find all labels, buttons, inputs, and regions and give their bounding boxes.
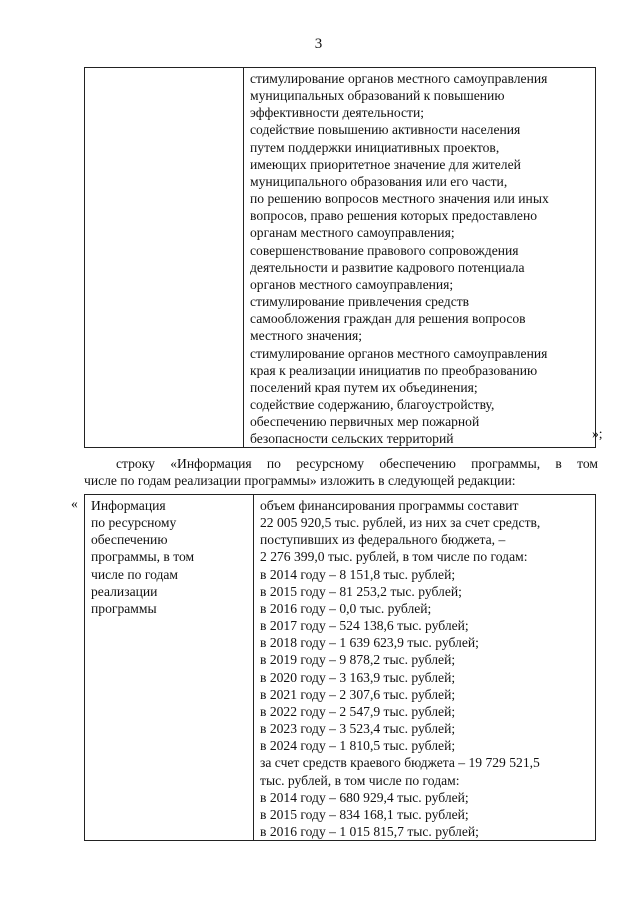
funding-line: 2 276 399,0 тыс. рублей, в том числе по годам: bbox=[260, 549, 528, 565]
goal-line: содействие повышению активности населения bbox=[250, 122, 521, 138]
goal-line: обеспечению первичных мер пожарной bbox=[250, 414, 480, 430]
label-line: реализации bbox=[91, 583, 158, 599]
funding-line: за счет средств краевого бюджета – 19 729 521,5 bbox=[260, 755, 540, 771]
goal-line: содействие содержанию, благоустройству, bbox=[250, 396, 495, 412]
funding-line: поступивших из федерального бюджета, – bbox=[260, 532, 506, 548]
opening-quote-mark: « bbox=[71, 496, 78, 511]
goal-line: муниципального образования или его части, bbox=[250, 173, 508, 189]
empty-label-cell bbox=[85, 68, 244, 448]
goal-line: по решению вопросов местного значения или иных bbox=[250, 191, 549, 207]
funding-line: в 2018 году – 1 639 623,9 тыс. рублей; bbox=[260, 635, 479, 651]
table-row bbox=[85, 495, 596, 841]
goals-table bbox=[84, 67, 596, 448]
funding-line: в 2014 году – 8 151,8 тыс. рублей; bbox=[260, 566, 456, 582]
closing-quote-mark: »; bbox=[592, 426, 603, 441]
goal-line: органов местного самоуправления; bbox=[250, 276, 454, 292]
goal-line: муниципальных образований к повышению bbox=[250, 88, 505, 104]
funding-line: в 2015 году – 81 253,2 тыс. рублей; bbox=[260, 583, 462, 599]
goal-line: путем поддержки инициативных проектов, bbox=[250, 139, 500, 155]
funding-table bbox=[84, 494, 596, 841]
goal-line: эффективности деятельности; bbox=[250, 105, 425, 121]
funding-line: в 2015 году – 834 168,1 тыс. рублей; bbox=[260, 806, 469, 822]
label-line: числе по годам bbox=[91, 566, 179, 582]
page-number: 3 bbox=[314, 36, 323, 52]
goal-line: стимулирование привлечения средств bbox=[250, 294, 470, 310]
funding-line: объем финансирования программы составит bbox=[260, 498, 519, 513]
funding-line: в 2016 году – 0,0 тыс. рублей; bbox=[260, 600, 432, 616]
funding-line: в 2024 году – 1 810,5 тыс. рублей; bbox=[260, 738, 456, 754]
funding-line: в 2023 году – 3 523,4 тыс. рублей; bbox=[260, 721, 456, 737]
funding-details-cell bbox=[254, 495, 596, 841]
funding-line: в 2020 году – 3 163,9 тыс. рублей; bbox=[260, 669, 456, 685]
funding-line: в 2022 году – 2 547,9 тыс. рублей; bbox=[260, 703, 456, 719]
label-line: обеспечению bbox=[91, 532, 168, 548]
funding-label-cell bbox=[85, 495, 254, 841]
goals-cell bbox=[244, 68, 596, 448]
goal-line: органам местного самоуправления; bbox=[250, 225, 455, 241]
label-line: программы, в том bbox=[91, 549, 195, 565]
goal-line: стимулирование органов местного самоуправления bbox=[250, 71, 548, 86]
goal-line: самообложения граждан для решения вопросов bbox=[250, 311, 526, 327]
amendment-paragraph-line-1: строку «Информация по ресурсному обеспечению программы, в том bbox=[116, 456, 598, 471]
funding-line: в 2014 году – 680 929,4 тыс. рублей; bbox=[260, 789, 469, 805]
goal-line: совершенствование правового сопровождения bbox=[250, 242, 519, 258]
funding-line: в 2021 году – 2 307,6 тыс. рублей; bbox=[260, 686, 456, 702]
funding-line: тыс. рублей, в том числе по годам: bbox=[260, 772, 460, 788]
goal-line: безопасности сельских территорий bbox=[250, 431, 454, 447]
funding-line: в 2019 году – 9 878,2 тыс. рублей; bbox=[260, 652, 456, 668]
goal-line: имеющих приоритетное значение для жителей bbox=[250, 156, 521, 172]
goal-line: поселений края путем их объединения; bbox=[250, 379, 478, 395]
funding-line: 22 005 920,5 тыс. рублей, из них за счет средств, bbox=[260, 515, 541, 531]
goal-line: стимулирование органов местного самоуправления bbox=[250, 345, 548, 361]
table-row bbox=[85, 68, 596, 448]
goal-line: деятельности и развитие кадрового потенциала bbox=[250, 259, 525, 275]
amendment-paragraph-line-2: числе по годам реализации программы» изложить в следующей редакции: bbox=[84, 473, 516, 488]
label-line: Информация bbox=[91, 498, 166, 513]
label-line: программы bbox=[91, 600, 157, 616]
label-line: по ресурсному bbox=[91, 515, 177, 531]
goal-line: местного значения; bbox=[250, 328, 363, 344]
funding-line: в 2016 году – 1 015 815,7 тыс. рублей; bbox=[260, 823, 479, 839]
funding-line: в 2017 году – 524 138,6 тыс. рублей; bbox=[260, 618, 469, 634]
goal-line: края к реализации инициатив по преобразованию bbox=[250, 362, 538, 378]
goal-line: вопросов, право решения которых предоставлено bbox=[250, 208, 538, 224]
